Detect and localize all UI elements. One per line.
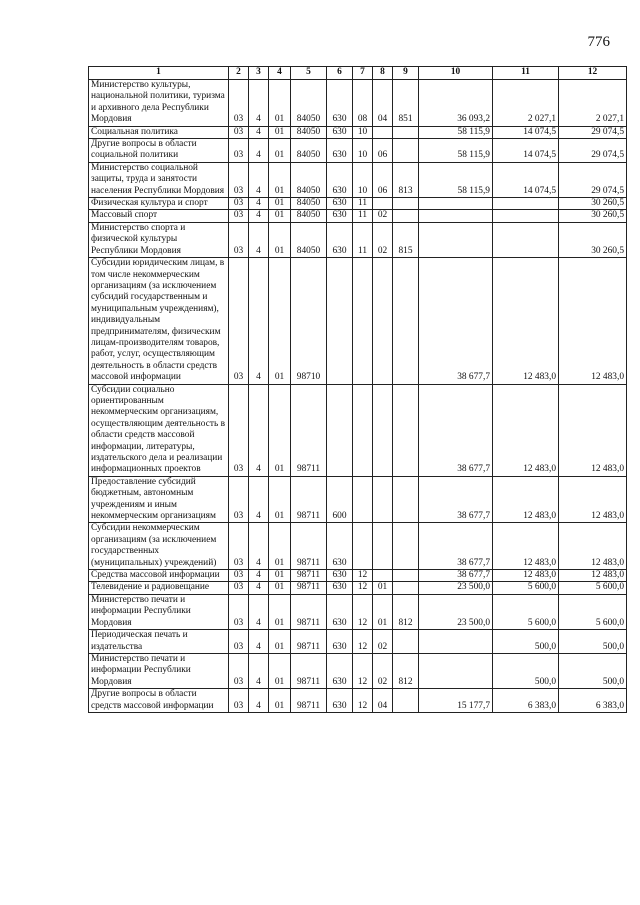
row-name: Министерство печати и информации Республики Мордовия [89,594,229,629]
code-col-9 [393,630,419,654]
code-col-6: 630 [327,126,353,138]
amount-col-10: 23 500,0 [419,594,493,629]
code-col-5: 98711 [291,523,327,570]
code-col-2: 03 [229,476,249,523]
code-col-3: 4 [249,476,269,523]
code-col-8: 02 [373,630,393,654]
table-row [89,630,627,654]
code-col-2: 03 [229,222,249,257]
table-row [89,570,627,582]
table-row [89,210,627,222]
amount-col-11: 12 483,0 [493,570,559,582]
amount-col-12: 12 483,0 [559,523,627,570]
code-col-9: 812 [393,594,419,629]
code-col-5: 98711 [291,653,327,688]
amount-col-12: 30 260,5 [559,210,627,222]
code-col-5: 84050 [291,210,327,222]
code-col-2: 03 [229,630,249,654]
code-col-2: 03 [229,653,249,688]
amount-col-11: 6 383,0 [493,689,559,713]
code-col-4: 01 [269,689,291,713]
budget-table [88,66,627,713]
amount-col-12: 500,0 [559,653,627,688]
column-header: 9 [393,67,419,80]
table-row [89,258,627,384]
code-col-7 [353,384,373,476]
amount-col-12: 29 074,5 [559,162,627,197]
table-row [89,689,627,713]
amount-col-12: 29 074,5 [559,126,627,138]
amount-col-12: 12 483,0 [559,476,627,523]
amount-col-10: 38 677,7 [419,258,493,384]
column-header: 1 [89,67,229,80]
row-name: Министерство культуры, национальной политики, туризма и архивного дела Республики Мордовия [89,80,229,127]
code-col-2: 03 [229,198,249,210]
amount-col-10: 38 677,7 [419,384,493,476]
amount-col-11: 2 027,1 [493,80,559,127]
code-col-7: 10 [353,126,373,138]
code-col-6: 630 [327,80,353,127]
code-col-8 [373,384,393,476]
row-name: Массовый спорт [89,210,229,222]
row-name: Министерство печати и информации Республики Мордовия [89,653,229,688]
amount-col-11: 12 483,0 [493,258,559,384]
code-col-2: 03 [229,139,249,163]
table-row [89,139,627,163]
code-col-4: 01 [269,594,291,629]
column-header: 3 [249,67,269,80]
code-col-7: 12 [353,653,373,688]
code-col-5: 84050 [291,162,327,197]
row-name: Физическая культура и спорт [89,198,229,210]
code-col-3: 4 [249,582,269,594]
code-col-2: 03 [229,570,249,582]
code-col-4: 01 [269,210,291,222]
table-row [89,384,627,476]
amount-col-11: 5 600,0 [493,582,559,594]
amount-col-11: 12 483,0 [493,384,559,476]
row-name: Субсидии социально ориентированным некоммерческим организациям, осуществляющим деятельность в области средств массовой информации, литературы, издательского дела и реализации информационных проектов [89,384,229,476]
amount-col-12: 500,0 [559,630,627,654]
code-col-7: 12 [353,570,373,582]
code-col-9 [393,139,419,163]
code-col-9 [393,523,419,570]
code-col-3: 4 [249,139,269,163]
code-col-7: 08 [353,80,373,127]
page-number: 776 [587,34,610,50]
code-col-4: 01 [269,80,291,127]
amount-col-10 [419,222,493,257]
amount-col-10: 58 115,9 [419,162,493,197]
code-col-7: 10 [353,139,373,163]
code-col-4: 01 [269,222,291,257]
amount-col-11 [493,198,559,210]
code-col-5: 98711 [291,570,327,582]
column-header: 6 [327,67,353,80]
code-col-8 [373,523,393,570]
code-col-6: 600 [327,476,353,523]
code-col-7: 11 [353,210,373,222]
code-col-6: 630 [327,689,353,713]
code-col-2: 03 [229,523,249,570]
code-col-9: 815 [393,222,419,257]
row-name: Социальная политика [89,126,229,138]
code-col-9 [393,198,419,210]
code-col-8 [373,258,393,384]
amount-col-11: 5 600,0 [493,594,559,629]
column-header: 2 [229,67,249,80]
code-col-8: 02 [373,222,393,257]
code-col-5: 84050 [291,126,327,138]
code-col-8 [373,476,393,523]
row-name: Предоставление субсидий бюджетным, автономным учреждениям и иным некоммерческим организациям [89,476,229,523]
amount-col-12: 5 600,0 [559,582,627,594]
code-col-9 [393,582,419,594]
column-header: 12 [559,67,627,80]
code-col-5: 98711 [291,384,327,476]
code-col-2: 03 [229,582,249,594]
code-col-7: 12 [353,630,373,654]
code-col-5: 84050 [291,139,327,163]
code-col-9 [393,384,419,476]
code-col-5: 98711 [291,582,327,594]
amount-col-11: 14 074,5 [493,126,559,138]
amount-col-11: 14 074,5 [493,139,559,163]
code-col-7 [353,523,373,570]
code-col-4: 01 [269,162,291,197]
column-header: 7 [353,67,373,80]
code-col-6: 630 [327,630,353,654]
code-col-8: 02 [373,653,393,688]
row-name: Субсидии некоммерческим организациям (за исключением государственных (муниципальных) учреждений) [89,523,229,570]
code-col-6: 630 [327,594,353,629]
code-col-6: 630 [327,210,353,222]
code-col-8: 02 [373,210,393,222]
amount-col-10 [419,653,493,688]
amount-col-12: 2 027,1 [559,80,627,127]
code-col-5: 84050 [291,80,327,127]
code-col-5: 98711 [291,630,327,654]
code-col-8: 01 [373,594,393,629]
code-col-4: 01 [269,384,291,476]
amount-col-11: 500,0 [493,630,559,654]
column-header: 10 [419,67,493,80]
code-col-5: 98711 [291,689,327,713]
code-col-6: 630 [327,582,353,594]
row-name: Средства массовой информации [89,570,229,582]
code-col-5: 98711 [291,476,327,523]
code-col-9: 812 [393,653,419,688]
row-name: Министерство спорта и физической культуры Республики Мордовия [89,222,229,257]
code-col-2: 03 [229,80,249,127]
amount-col-11 [493,210,559,222]
table-row [89,80,627,127]
amount-col-11 [493,222,559,257]
code-col-9 [393,689,419,713]
code-col-4: 01 [269,198,291,210]
code-col-3: 4 [249,258,269,384]
code-col-6 [327,384,353,476]
amount-col-10: 15 177,7 [419,689,493,713]
code-col-3: 4 [249,630,269,654]
code-col-8: 06 [373,162,393,197]
code-col-8: 01 [373,582,393,594]
amount-col-11: 14 074,5 [493,162,559,197]
code-col-8 [373,126,393,138]
column-header: 8 [373,67,393,80]
table-row [89,594,627,629]
amount-col-12: 5 600,0 [559,594,627,629]
code-col-7: 12 [353,594,373,629]
code-col-4: 01 [269,582,291,594]
code-col-6 [327,258,353,384]
amount-col-10: 38 677,7 [419,523,493,570]
amount-col-12: 30 260,5 [559,198,627,210]
code-col-3: 4 [249,594,269,629]
code-col-3: 4 [249,210,269,222]
code-col-4: 01 [269,139,291,163]
code-col-7: 11 [353,198,373,210]
code-col-2: 03 [229,689,249,713]
code-col-7: 12 [353,689,373,713]
code-col-3: 4 [249,80,269,127]
row-name: Телевидение и радиовещание [89,582,229,594]
amount-col-10 [419,198,493,210]
row-name: Другие вопросы в области средств массовой информации [89,689,229,713]
code-col-5: 98710 [291,258,327,384]
amount-col-12: 12 483,0 [559,384,627,476]
amount-col-10: 36 093,2 [419,80,493,127]
code-col-3: 4 [249,689,269,713]
code-col-3: 4 [249,384,269,476]
code-col-7 [353,476,373,523]
amount-col-10: 58 115,9 [419,139,493,163]
code-col-3: 4 [249,126,269,138]
amount-col-11: 12 483,0 [493,523,559,570]
amount-col-10: 38 677,7 [419,570,493,582]
code-col-4: 01 [269,653,291,688]
table-row [89,653,627,688]
code-col-3: 4 [249,523,269,570]
code-col-4: 01 [269,126,291,138]
column-header: 11 [493,67,559,80]
code-col-6: 630 [327,570,353,582]
column-header: 5 [291,67,327,80]
code-col-6: 630 [327,162,353,197]
amount-col-10 [419,210,493,222]
code-col-3: 4 [249,162,269,197]
code-col-2: 03 [229,210,249,222]
code-col-4: 01 [269,630,291,654]
code-col-9 [393,476,419,523]
code-col-5: 98711 [291,594,327,629]
code-col-3: 4 [249,222,269,257]
amount-col-11: 500,0 [493,653,559,688]
amount-col-12: 12 483,0 [559,258,627,384]
table-row [89,582,627,594]
table-row [89,222,627,257]
table-row [89,476,627,523]
code-col-2: 03 [229,162,249,197]
code-col-4: 01 [269,523,291,570]
amount-col-10: 38 677,7 [419,476,493,523]
amount-col-10: 23 500,0 [419,582,493,594]
code-col-5: 84050 [291,198,327,210]
code-col-9 [393,210,419,222]
amount-col-12: 12 483,0 [559,570,627,582]
code-col-7 [353,258,373,384]
code-col-3: 4 [249,198,269,210]
code-col-4: 01 [269,570,291,582]
amount-col-12: 6 383,0 [559,689,627,713]
amount-col-12: 30 260,5 [559,222,627,257]
row-name: Другие вопросы в области социальной политики [89,139,229,163]
code-col-7: 10 [353,162,373,197]
code-col-9 [393,258,419,384]
code-col-9 [393,126,419,138]
code-col-4: 01 [269,476,291,523]
code-col-7: 12 [353,582,373,594]
code-col-9: 851 [393,80,419,127]
code-col-8: 04 [373,689,393,713]
code-col-9: 813 [393,162,419,197]
code-col-6: 630 [327,198,353,210]
code-col-2: 03 [229,384,249,476]
code-col-2: 03 [229,258,249,384]
code-col-6: 630 [327,139,353,163]
code-col-9 [393,570,419,582]
code-col-8 [373,570,393,582]
code-col-3: 4 [249,570,269,582]
amount-col-12: 29 074,5 [559,139,627,163]
code-col-8 [373,198,393,210]
table-row [89,523,627,570]
row-name: Периодическая печать и издательства [89,630,229,654]
code-col-2: 03 [229,594,249,629]
code-col-6: 630 [327,222,353,257]
code-col-2: 03 [229,126,249,138]
code-col-8: 06 [373,139,393,163]
code-col-5: 84050 [291,222,327,257]
code-col-6: 630 [327,653,353,688]
header-row [89,67,627,80]
row-name: Министерство социальной защиты, труда и занятости населения Республики Мордовия [89,162,229,197]
amount-col-10: 58 115,9 [419,126,493,138]
code-col-7: 11 [353,222,373,257]
code-col-6: 630 [327,523,353,570]
column-header: 4 [269,67,291,80]
table-row [89,126,627,138]
code-col-4: 01 [269,258,291,384]
amount-col-10 [419,630,493,654]
code-col-8: 04 [373,80,393,127]
table-row [89,162,627,197]
table-row [89,198,627,210]
code-col-3: 4 [249,653,269,688]
amount-col-11: 12 483,0 [493,476,559,523]
row-name: Субсидии юридическим лицам, в том числе некоммерческим организациям (за исключением субсидий государственным и муниципальным учреждениям), индивидуальным предпринимателям, физическим лицам-производителям товаров, работ, услуг, осуществляющим деятельность в области средств массовой информации [89,258,229,384]
